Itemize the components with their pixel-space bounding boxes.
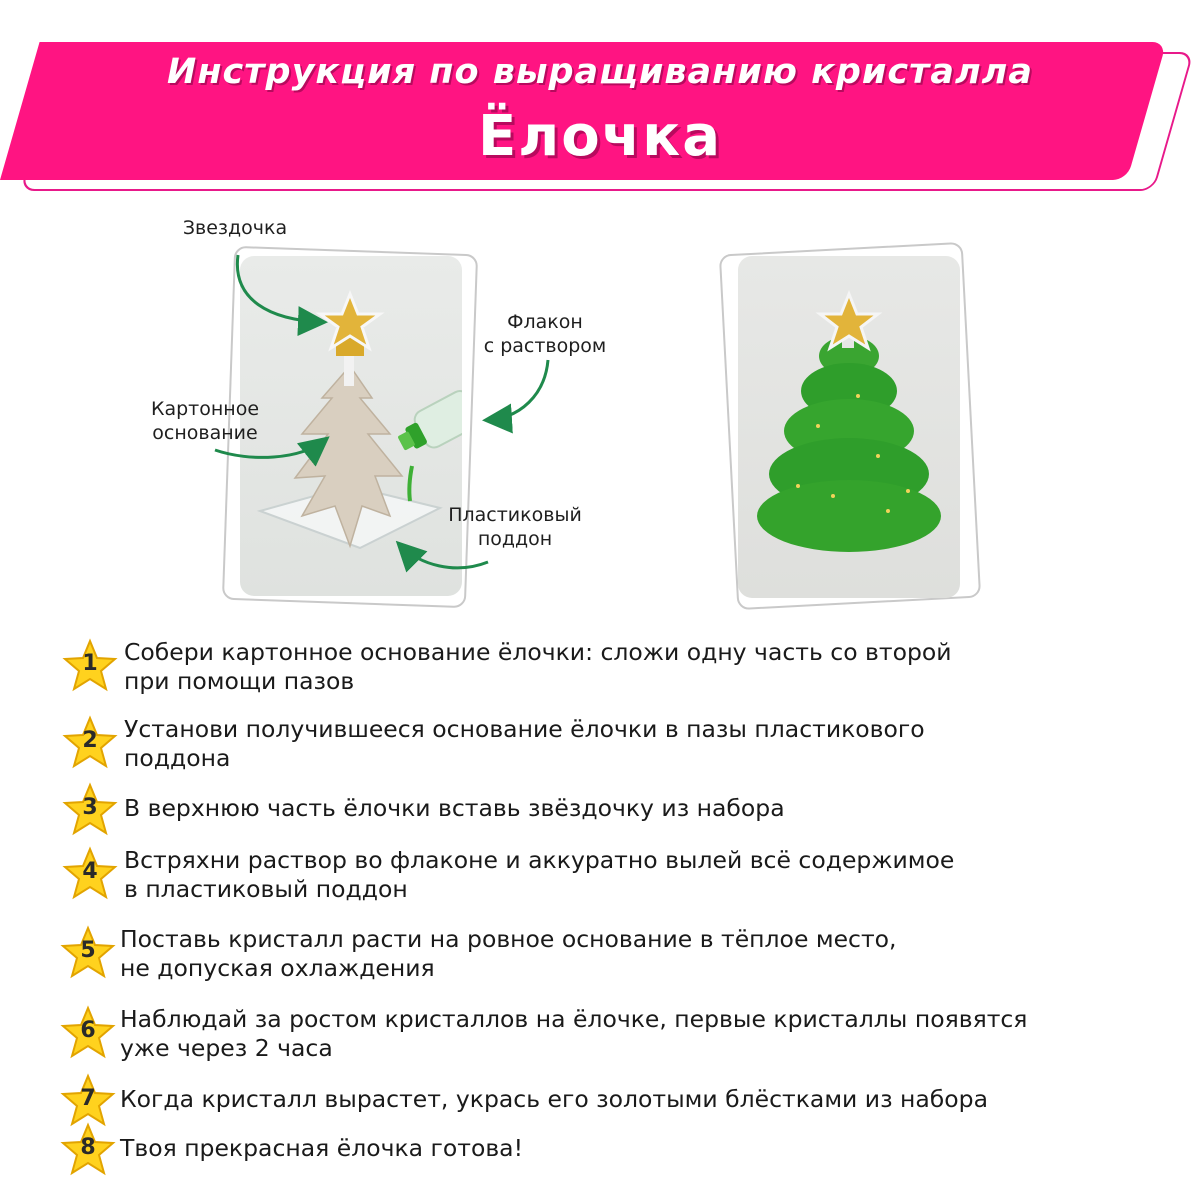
crystal-tree [757, 336, 941, 552]
step-line2: при помощи пазов [124, 667, 355, 695]
step-item [62, 715, 1162, 775]
step-number: 3 [82, 795, 98, 820]
solution-bottle [392, 387, 462, 461]
result-photo [738, 256, 960, 598]
label-base-line2: основание [152, 422, 258, 444]
bottle-arrow [488, 360, 548, 420]
step-item [60, 1005, 1160, 1065]
step-text [120, 1134, 1140, 1163]
label-base-line1: Картонное [150, 398, 260, 420]
label-tray-line1: Пластиковый [448, 504, 582, 526]
tree-stem [344, 356, 354, 386]
step-number: 1 [82, 651, 98, 676]
step-line1: Встряхни раствор во флаконе и аккуратно вылей всё содержимое [124, 846, 955, 874]
step-text [124, 846, 1144, 904]
step-number: 6 [80, 1018, 96, 1043]
label-bottle [455, 310, 635, 358]
step-text [124, 638, 1144, 696]
grown-tree-illustration [738, 256, 960, 598]
header [0, 42, 1200, 180]
label-star-text: Звездочка [182, 217, 288, 239]
step-line2: в пластиковый поддон [124, 875, 408, 903]
step-text [120, 925, 1140, 983]
page-title: Инструкция по выращиванию кристалла [167, 52, 1033, 92]
step-item [60, 925, 1160, 985]
step-line1: Когда кристалл вырастет, укрась его золотыми блёстками из набора [120, 1085, 988, 1113]
step-item [62, 782, 1162, 842]
label-base [130, 397, 280, 445]
step-text [124, 794, 1144, 823]
label-star [160, 216, 310, 240]
step-line2: поддона [124, 744, 231, 772]
step-line1: Установи получившееся основание ёлочки в пазы пластикового [124, 715, 925, 743]
step-number: 7 [80, 1086, 96, 1111]
label-bottle-line2: с раствором [483, 335, 607, 357]
step-line1: Собери картонное основание ёлочки: сложи одну часть со второй [124, 638, 952, 666]
step-item [62, 846, 1162, 906]
star-topper [320, 294, 380, 356]
step-line2: не допуская охлаждения [120, 954, 435, 982]
step-line1: В верхнюю часть ёлочки вставь звёздочку из набора [124, 794, 785, 822]
step-text [124, 715, 1144, 773]
step-number: 2 [82, 728, 98, 753]
step-number: 5 [80, 938, 96, 963]
label-bottle-line1: Флакон [507, 311, 583, 333]
step-text [120, 1085, 1140, 1114]
label-tray [420, 503, 610, 551]
label-tray-line2: поддон [477, 528, 553, 550]
step-item [62, 638, 1162, 698]
step-line1: Наблюдай за ростом кристаллов на ёлочке, первые кристаллы появятся [120, 1005, 1028, 1033]
step-line2: уже через 2 часа [120, 1034, 333, 1062]
step-line1: Твоя прекрасная ёлочка готова! [120, 1134, 523, 1162]
step-number: 8 [80, 1135, 96, 1160]
step-text [120, 1005, 1200, 1063]
step-line1: Поставь кристалл расти на ровное основание в тёплое место, [120, 925, 897, 953]
step-item [60, 1122, 1160, 1182]
page-subtitle: Ёлочка [478, 104, 722, 169]
step-number: 4 [82, 859, 98, 884]
